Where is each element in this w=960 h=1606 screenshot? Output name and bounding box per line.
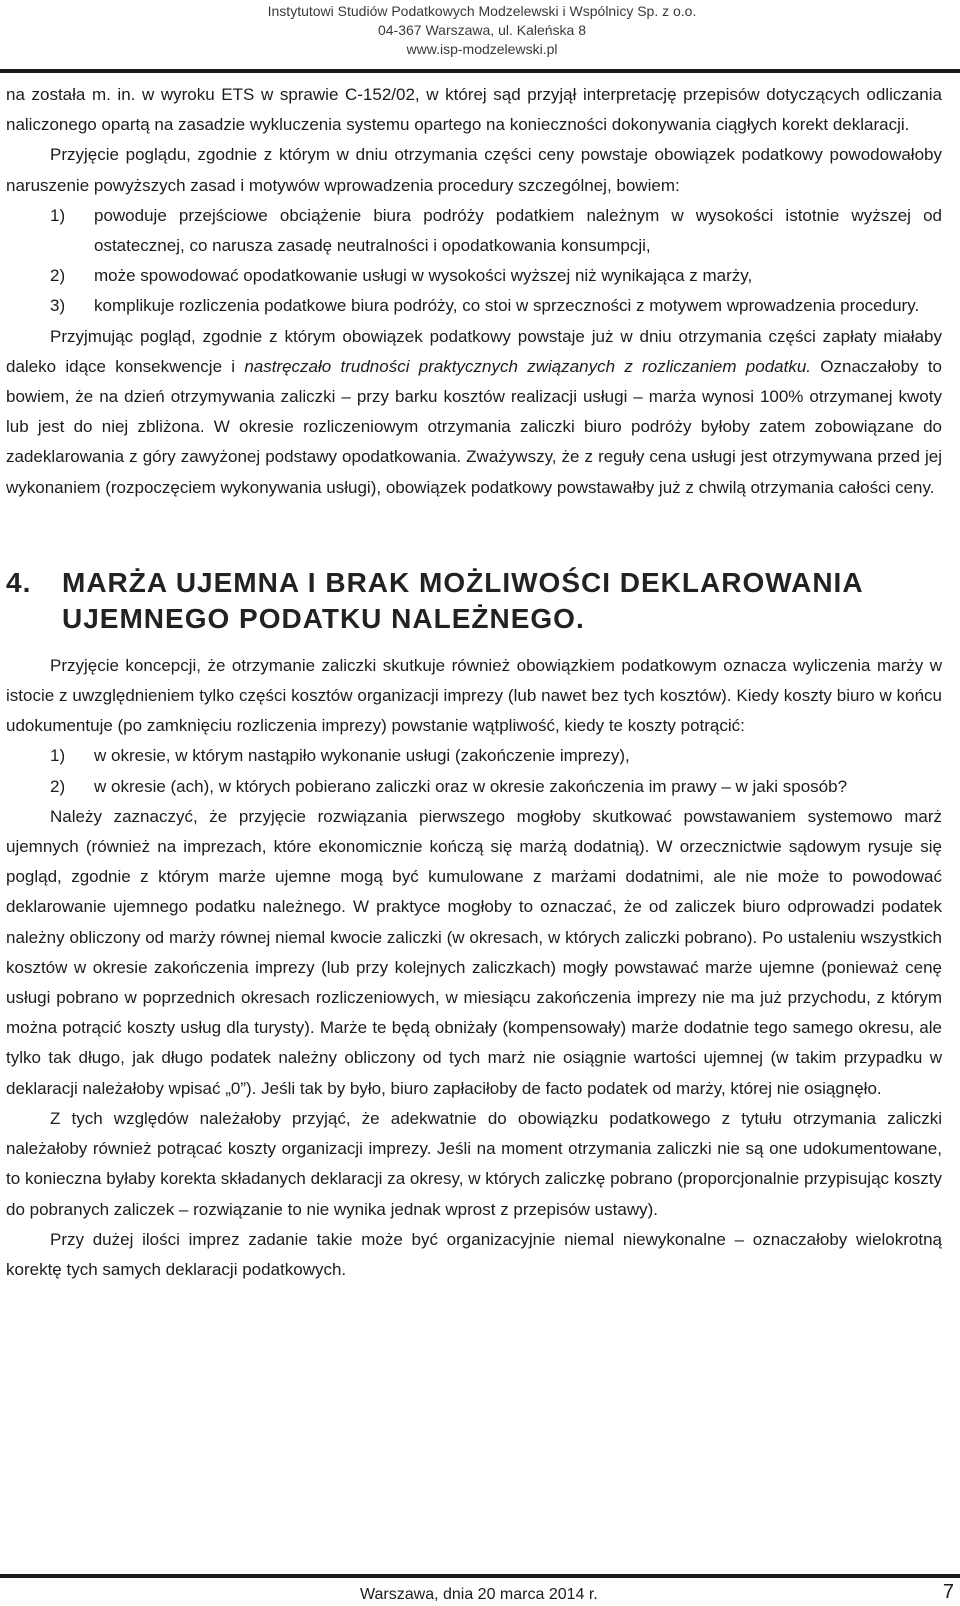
list-item	[6, 772, 942, 802]
list-item	[6, 261, 942, 291]
header-institute-name: Instytutowi Studiów Podatkowych Modzelewski i Wspólnicy Sp. z o.o.	[267, 3, 697, 19]
paragraph-italic-text: nastręczało trudności praktycznych związanych z rozliczaniem podatku.	[244, 356, 812, 376]
paragraph-text: Oznaczałoby to bowiem, że na dzień otrzymywania zaliczki – przy barku kosztów realizacji usługi – marża wynosi 100% otrzymanej kwoty lub jest do niej zbliżona. W okresie rozliczeniowym otrzymania zaliczki biuro podróży byłoby zatem zobowiązane do zadeklarowania z góry zawyżonej podstawy opodatkowania. Zważywszy, że z reguły cena usługi jest otrzymywana przed jej wykonaniem (rozpoczęciem wykonywania usługi), obowiązek podatkowy powstawałby już z chwilą otrzymania całości ceny.	[6, 356, 942, 497]
page-footer	[0, 1574, 960, 1606]
page-number: 7	[942, 1581, 954, 1603]
header-website: www.isp-modzelewski.pl	[406, 41, 558, 57]
list-item-text: powoduje przejściowe obciążenie biura podróży podatkiem należnym w wysokości istotnie wyższej od ostatecznej, co narusza zasadę neutralności i opodatkowania konsumpcji,	[94, 205, 942, 256]
list-item-number: 3)	[50, 296, 66, 316]
list-item	[6, 201, 942, 261]
list-item-text: w okresie (ach), w których pobierano zaliczki oraz w okresie zakończenia im prawy – w jaki sposób?	[94, 776, 848, 796]
header-address: 04-367 Warszawa, ul. Kaleńska 8	[377, 22, 587, 38]
list-item	[6, 291, 942, 321]
list-item-number: 2)	[50, 266, 66, 286]
section-number: 4.	[6, 566, 32, 598]
intro-paragraph-view: Przyjęcie poglądu, zgodnie z którym w dniu otrzymania części ceny powstaje obowiązek podatkowy powodowałoby naruszenie powyższych zasad i motywów wprowadzenia procedury szczególnej, bowiem:	[6, 145, 942, 195]
list-item-text: komplikuje rozliczenia podatkowe biura podróży, co stoi w sprzeczności z motywem wprowadzenia procedury.	[94, 296, 920, 316]
section-heading	[6, 565, 942, 637]
document-body	[6, 80, 942, 1285]
list-item-number: 2)	[50, 776, 66, 796]
list-item	[6, 741, 942, 771]
list-item-number: 1)	[50, 205, 66, 225]
section-title: MARŻA UJEMNA I BRAK MOŻLIWOŚCI DEKLAROWANIA UJEMNEGO PODATKU NALEŻNEGO.	[62, 566, 863, 634]
intro-reasons-list	[6, 201, 942, 322]
list-item-text: może spowodować opodatkowanie usługi w wysokości wyższej niż wynikająca z marży,	[94, 266, 753, 286]
section-options-list	[6, 741, 942, 801]
section-paragraph-conclusion: Przy dużej ilości imprez zadanie takie może być organizacyjnie niemal niewykonalne – oznaczałoby wielokrotną korektę tych samych deklaracji podatkowych.	[6, 1229, 942, 1279]
footer-date: Warszawa, dnia 20 marca 2014 r.	[360, 1586, 598, 1603]
paragraph-text: Przyjmując pogląd, zgodnie z którym obowiązek podatkowy powstaje już w dniu otrzymania części zapłaty miałaby daleko idące konsekwencje i	[6, 326, 942, 376]
list-item-number: 1)	[50, 746, 66, 766]
page-header	[0, 0, 960, 73]
header-contact-block	[232, 2, 732, 59]
intro-continuation-paragraph: na została m. in. w wyroku ETS w sprawie C-152/02, w której sąd przyjął interpretację przepisów dotyczących odliczania naliczonego opartą na zasadzie wykluczenia systemu opartego na konieczności dokonywania ciągłych korekt deklaracji.	[6, 85, 942, 135]
section-paragraph-negative-margins: Należy zaznaczyć, że przyjęcie rozwiązania pierwszego mogłoby skutkować powstawaniem systemowo marż ujemnych (również na imprezach, które ekonomicznie kończą się marżą dodatnią). W orzecznictwie sądowym rysuje się pogląd, zgodnie z którym marże ujemne mogą być kumulowane z marżami dodatnimi, ale nie może to powodować deklarowanie ujemnego podatku należnego. W praktyce mogłoby to oznaczać, że od zaliczek biuro odprowadzi podatek należny obliczony od marży równej niemal kwocie zaliczki (w okresach, w których zaliczki pobrano). Po ustaleniu wszystkich kosztów w okresie zakończenia imprezy (lub przy kolejnych zaliczkach) mogły powstawać marże ujemne (ponieważ cenę usługi pobrano w poprzednich okresach rozliczeniowych, w miesiącu zakończenia imprezy nie ma już przychodu, z którym można potrącić koszty usług dla turysty). Marże te będą obniżały (kompensowały) marże dodatnie tego samego okresu, ale tylko tak długo, jak długo podatek należny obliczony od tych marż nie osiągnie wartości ujemnej (w takim przypadku w deklaracji należałoby wpisać „0”). Jeśli tak by było, biuro zapłaciłoby de facto podatek od marży, której nie osiągnęło.	[6, 806, 942, 1098]
section-paragraph-concept: Przyjęcie koncepcji, że otrzymanie zaliczki skutkuje również obowiązkiem podatkowym oznacza wyliczenia marży w istocie z uwzględnieniem tylko części kosztów organizacji imprezy (lub nawet bez tych kosztów). Kiedy koszty biuro w końcu udokumentuje (po zamknięciu rozliczenia imprezy) powstanie wątpliwość, kiedy te koszty potrącić:	[6, 655, 942, 736]
intro-paragraph-consequences	[6, 322, 942, 503]
list-item-text: w okresie, w którym nastąpiło wykonanie usługi (zakończenie imprezy),	[94, 746, 630, 766]
section-paragraph-costs: Z tych względów należałoby przyjąć, że adekwatnie do obowiązku podatkowego z tytułu otrzymania zaliczki należałoby również potrącać koszty organizacji imprezy. Jeśli na moment otrzymania zaliczki nie są one udokumentowane, to konieczna byłaby korekta składanych deklaracji za okresy, w których zaliczkę pobrano (proporcjonalnie przypisując koszty do pobranych zaliczek – rozwiązanie to nie wynika jednak wprost z przepisów ustawy).	[6, 1108, 942, 1219]
